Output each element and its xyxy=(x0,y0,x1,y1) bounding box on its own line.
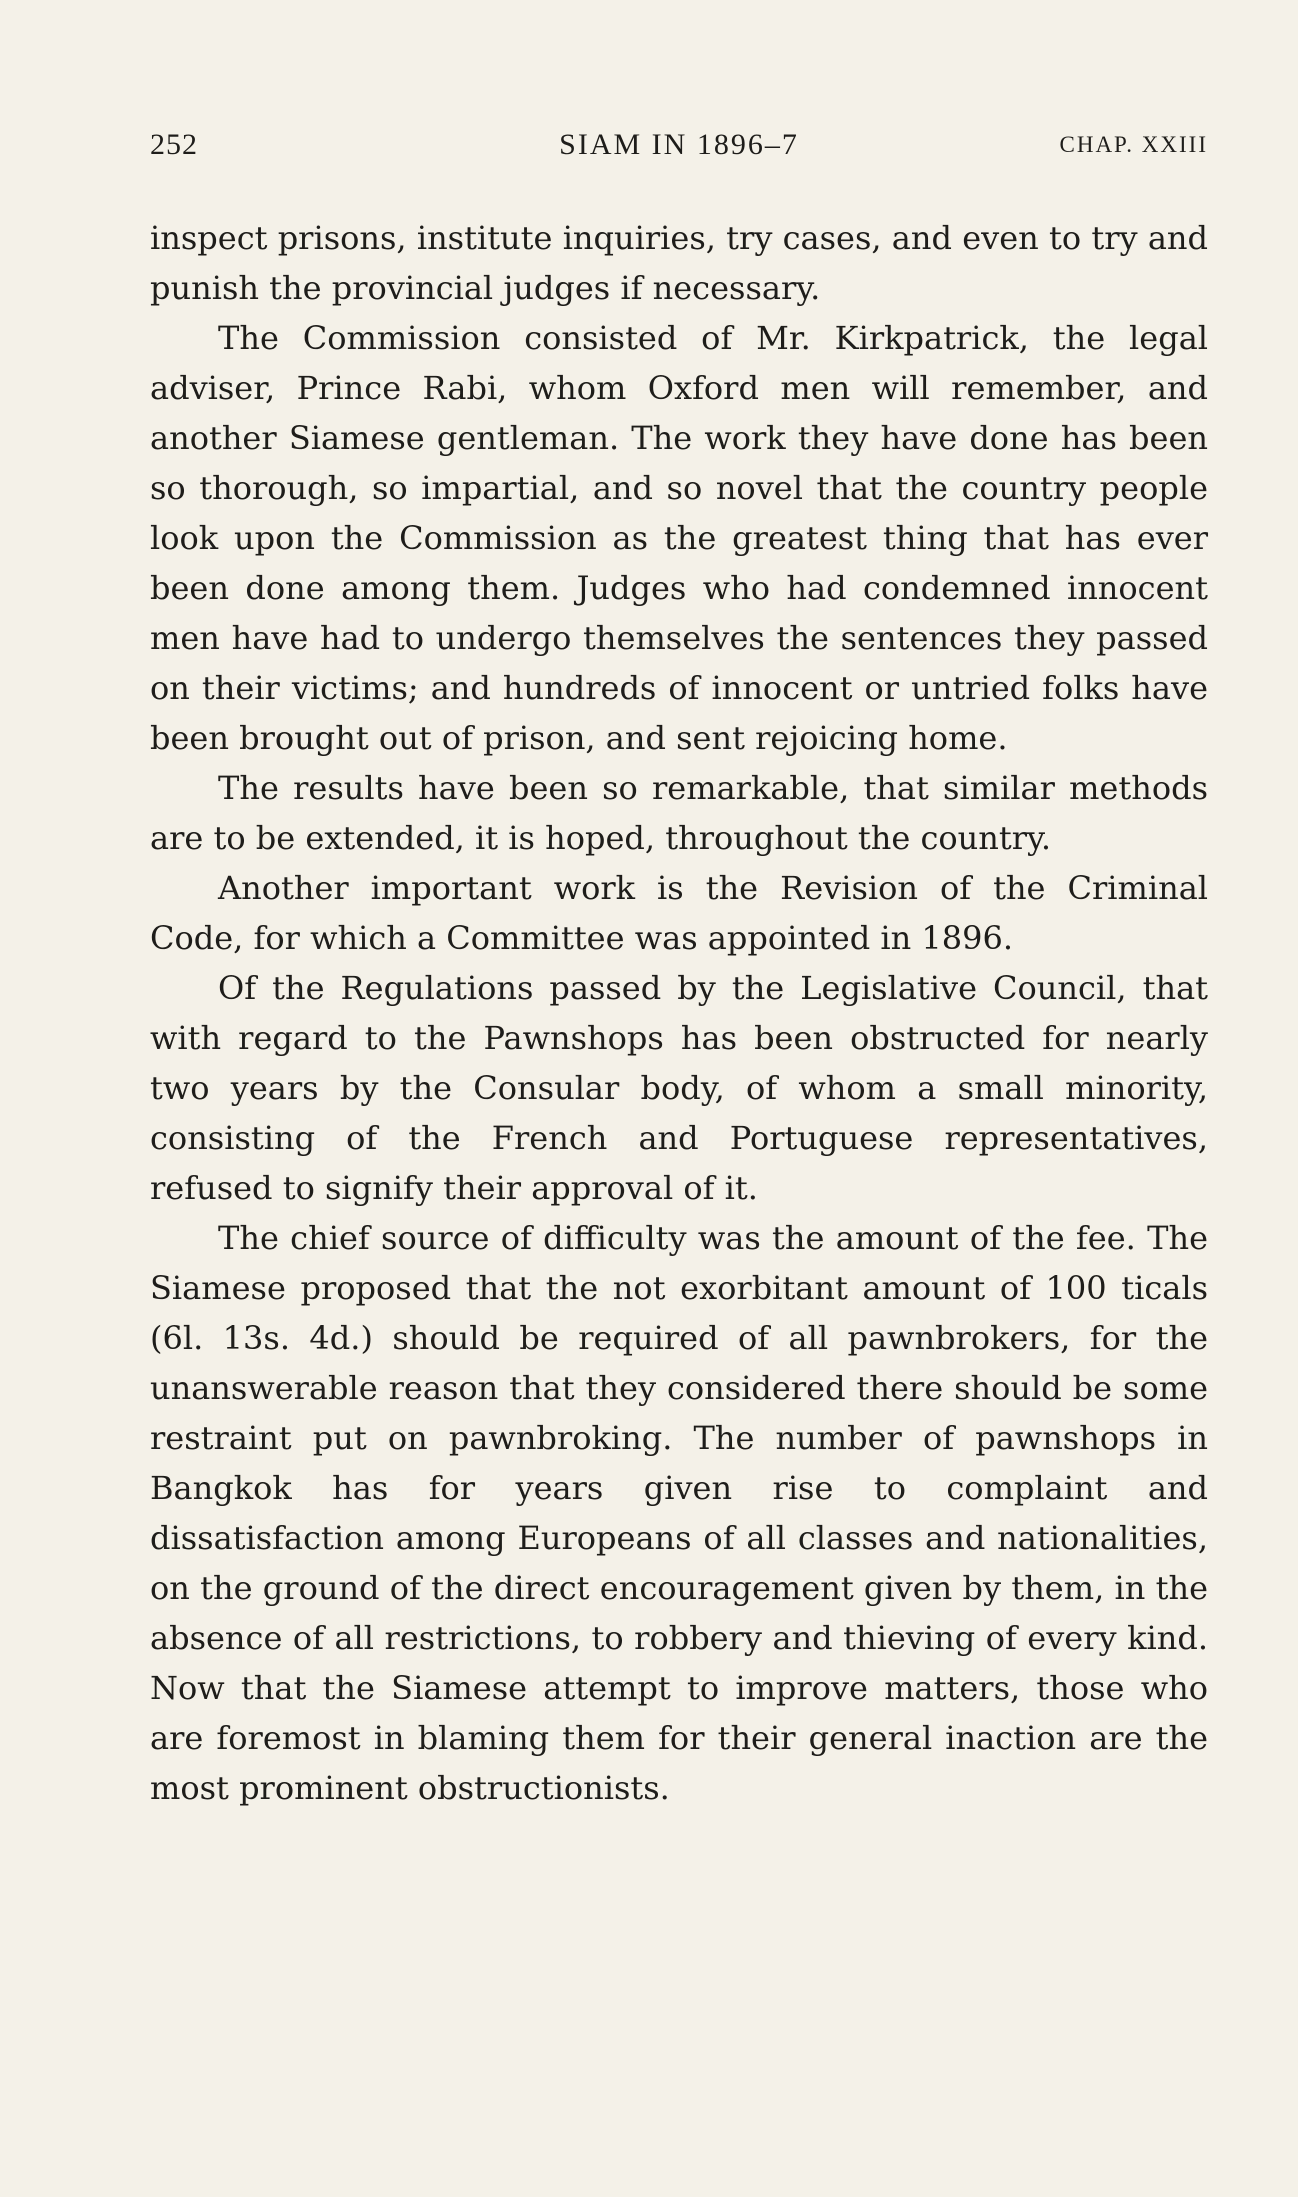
paragraph-commission: The Commission consisted of Mr. Kirkpatrick, the legal adviser, Prince Rabi, whom Oxford men will remember, and another Siamese gentleman. The work they have done has been so thorough, so impartial, and so novel that the country people look upon the Commission as the greatest thing that has ever been done among them. Judges who had condemned innocent men have had to undergo themselves the sentences they passed on their victims; and hundreds of innocent or untried folks have been brought out of prison, and sent rejoicing home. xyxy=(150,319,1208,757)
paragraph-results: The results have been so remarkable, that similar methods are to be extended, it is hoped, throughout the country. xyxy=(150,769,1208,857)
paragraph-regulations: Of the Regulations passed by the Legislative Council, that with regard to the Pawnshops has been obstructed for nearly two years by the Consular body, of whom a small minority, consisting of the French and Portuguese representatives, refused to signify their approval of it. xyxy=(150,969,1208,1207)
paragraph-criminal-code: Another important work is the Revision of the Criminal Code, for which a Committee was appointed in 1896. xyxy=(150,869,1208,957)
page-header xyxy=(150,128,1208,168)
running-title: SIAM IN 1896–7 xyxy=(559,128,799,161)
body-text xyxy=(150,213,1208,1813)
chapter-label: CHAP. XXIII xyxy=(1059,132,1208,157)
paragraph-continuation: inspect prisons, institute inquiries, try cases, and even to try and punish the provincial judges if necessary. xyxy=(150,219,1208,307)
paragraph-pawnshops: The chief source of difficulty was the amount of the fee. The Siamese proposed that the not exorbitant amount of 100 ticals (6l. 13s. 4d.) should be required of all pawnbrokers, for the unanswerable reason that they considered there should be some restraint put on pawnbroking. The number of pawnshops in Bangkok has for years given rise to complaint and dissatisfaction among Europeans of all classes and nationalities, on the ground of the direct encouragement given by them, in the absence of all restrictions, to robbery and thieving of every kind. Now that the Siamese attempt to improve matters, those who are foremost in blaming them for their general inaction are the most prominent obstructionists. xyxy=(150,1219,1208,1807)
page-number: 252 xyxy=(150,128,198,161)
